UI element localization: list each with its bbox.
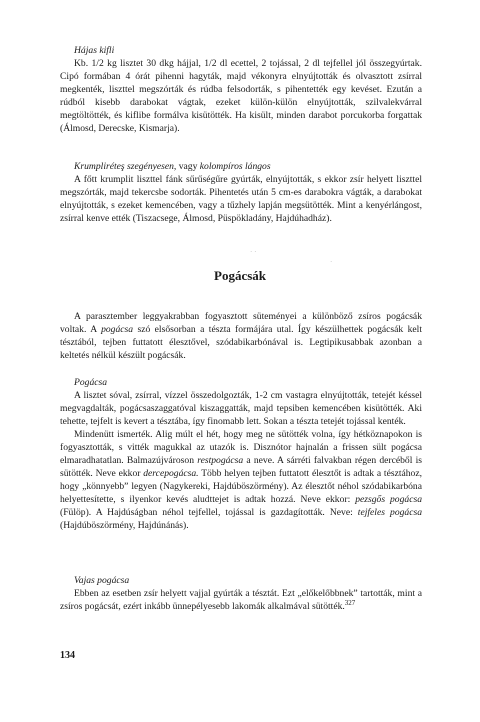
footnote-reference: 327 xyxy=(344,598,356,607)
p2-c: Több helyen tejben futtatott élesztőt is adtak a tésztához, hogy „könnyebb” legyen (Nagykereki, Hajdúböszörmény). Az élesztőt néhol szódabikarbóna helyettesítette, s ilyenkor kevés aludttejet is adtak hozzá. Neve ekkor: xyxy=(60,468,423,505)
hajas-title-main: Hájas xyxy=(74,45,97,56)
intro-part2: szó elsősorban a tészta formájára utal. Így készülhettek pogácsák kelt tésztából, tejben futtatott élesztővel, szódabikarbónával is. Legtipikusabbak azonban a keltetés nélkül készült pogácsák. xyxy=(60,324,422,361)
page-number: 134 xyxy=(60,650,75,661)
scan-speck: · xyxy=(330,258,333,266)
pogacsak-intro xyxy=(60,310,422,362)
krumplis-heading xyxy=(60,160,422,173)
intro-part1: A parasztember leggyakrabban fogyasztott süteményei a különböző zsíros pogácsák voltak. A xyxy=(60,311,422,335)
krumplis-title-alt: kolompíros lángos xyxy=(199,161,271,172)
p2-pezsgos-pogacsa: pezsgős pogácsa xyxy=(355,494,422,505)
vajas-body-text: Ebben az esetben zsír helyett vajjal gyúrták a tésztát. Ezt „előkelőbbnek” tartották, mint a zsíros pogácsát, ezért inkább ünnepélyesebb lakomák alkalmával sütötték. xyxy=(60,588,422,612)
p2-d: (Fülöp). A Hajdúságban néhol tejfellel, tojással is gazdagították. Neve: xyxy=(60,507,358,518)
krumplis-recipe xyxy=(60,160,422,225)
vajas-pogacsa-recipe xyxy=(60,574,422,613)
pogacsa-heading: Pogácsa xyxy=(74,377,108,388)
intro-paragraph xyxy=(60,310,422,362)
p2-dercepogacsa: dercepogácsa. xyxy=(143,468,199,479)
pogacsa-paragraph-2 xyxy=(60,428,422,532)
hajas-kifli-heading xyxy=(60,44,422,57)
krumplis-title-main: Krumpliréteş szegényesen, xyxy=(74,161,177,172)
p2-tejfeles-pogacsa: tejfeles pogácsa xyxy=(357,507,422,518)
p2-restpogacsa: restpogácsa xyxy=(197,455,244,466)
section-title: Pogácsák xyxy=(214,268,266,283)
hajas-kifli-recipe xyxy=(60,44,422,135)
p2-e: (Hajdúböszörmény, Hajdúnánás). xyxy=(60,520,189,531)
vajas-body xyxy=(60,587,422,613)
vajas-heading: Vajas pogácsa xyxy=(74,575,130,586)
hajas-title-word: kifli xyxy=(99,45,115,56)
krumplis-body: A főtt krumplit liszttel fánk sűrűségűre gyúrták, elnyújtották, s ekkor zsír helyett liszttel megszórták, majd tekercsbe sodorták. Pihentetés után 5 cm-es darabokra vágták, a darabokat elnyújtották, s ezeket kemencében, vagy a tűzhely lapján megsütötték. Mint a kenyérlángost, zsírral kenve ették (Tiszacsege, Álmosd, Püspökladány, Hajdúhadház). xyxy=(60,174,422,224)
hajas-kifli-body: Kb. 1/2 kg lisztet 30 dkg hájjal, 1/2 dl ecettel, 2 tojással, 2 dl tejfellel jól összegyúrtak. Cipó formában 4 órát pihenni hagyták, majd vékonyra elnyújtották és olvasztott zsírral megkenték, liszttel megszórták és rúdba felsodorták, s pihentették egy kevéset. Ezután a rúdból kisebb darabokat vágtak, ezeket külön-külön elnyújtották, szilvalekvárral megtöltötték, és kiflibe formálva kisütötték. Ha kisült, minden darabot porcukorba forgattak (Álmosd, Derecske, Kismarja). xyxy=(60,58,422,134)
p2-b: a neve. A sárréti falvakban régen dercéből is sütötték. Neve ekkor xyxy=(60,455,422,479)
intro-italic-pogacsa: pogácsa xyxy=(101,324,134,335)
pogacsa-recipe xyxy=(60,376,422,532)
pogacsa-paragraph-1: A lisztet sóval, zsírral, vízzel összedolgozták, 1-2 cm vastagra elnyújtották, tetejét késsel megvagdalták, pogácsaszaggatóval kiszaggatták, majd tepsiben kemencében kisütötték. Aki tehette, tejfelt is kevert a tésztába, így finomabb lett. Sokan a tészta tetejét tojással kenték. xyxy=(60,390,422,427)
p2-a: Mindenütt ismerték. Alig múlt el hét, hogy meg ne sütötték volna, így hétköznapokon is fogyasztották, s vitték magukkal az utazók is. Disznótor hajnalán a frissen sült pogácsa elmaradhatatlan. Balmazújvároson xyxy=(60,429,422,466)
krumplis-title-connector: vagy xyxy=(176,161,200,172)
scan-speck: · · xyxy=(250,248,257,256)
